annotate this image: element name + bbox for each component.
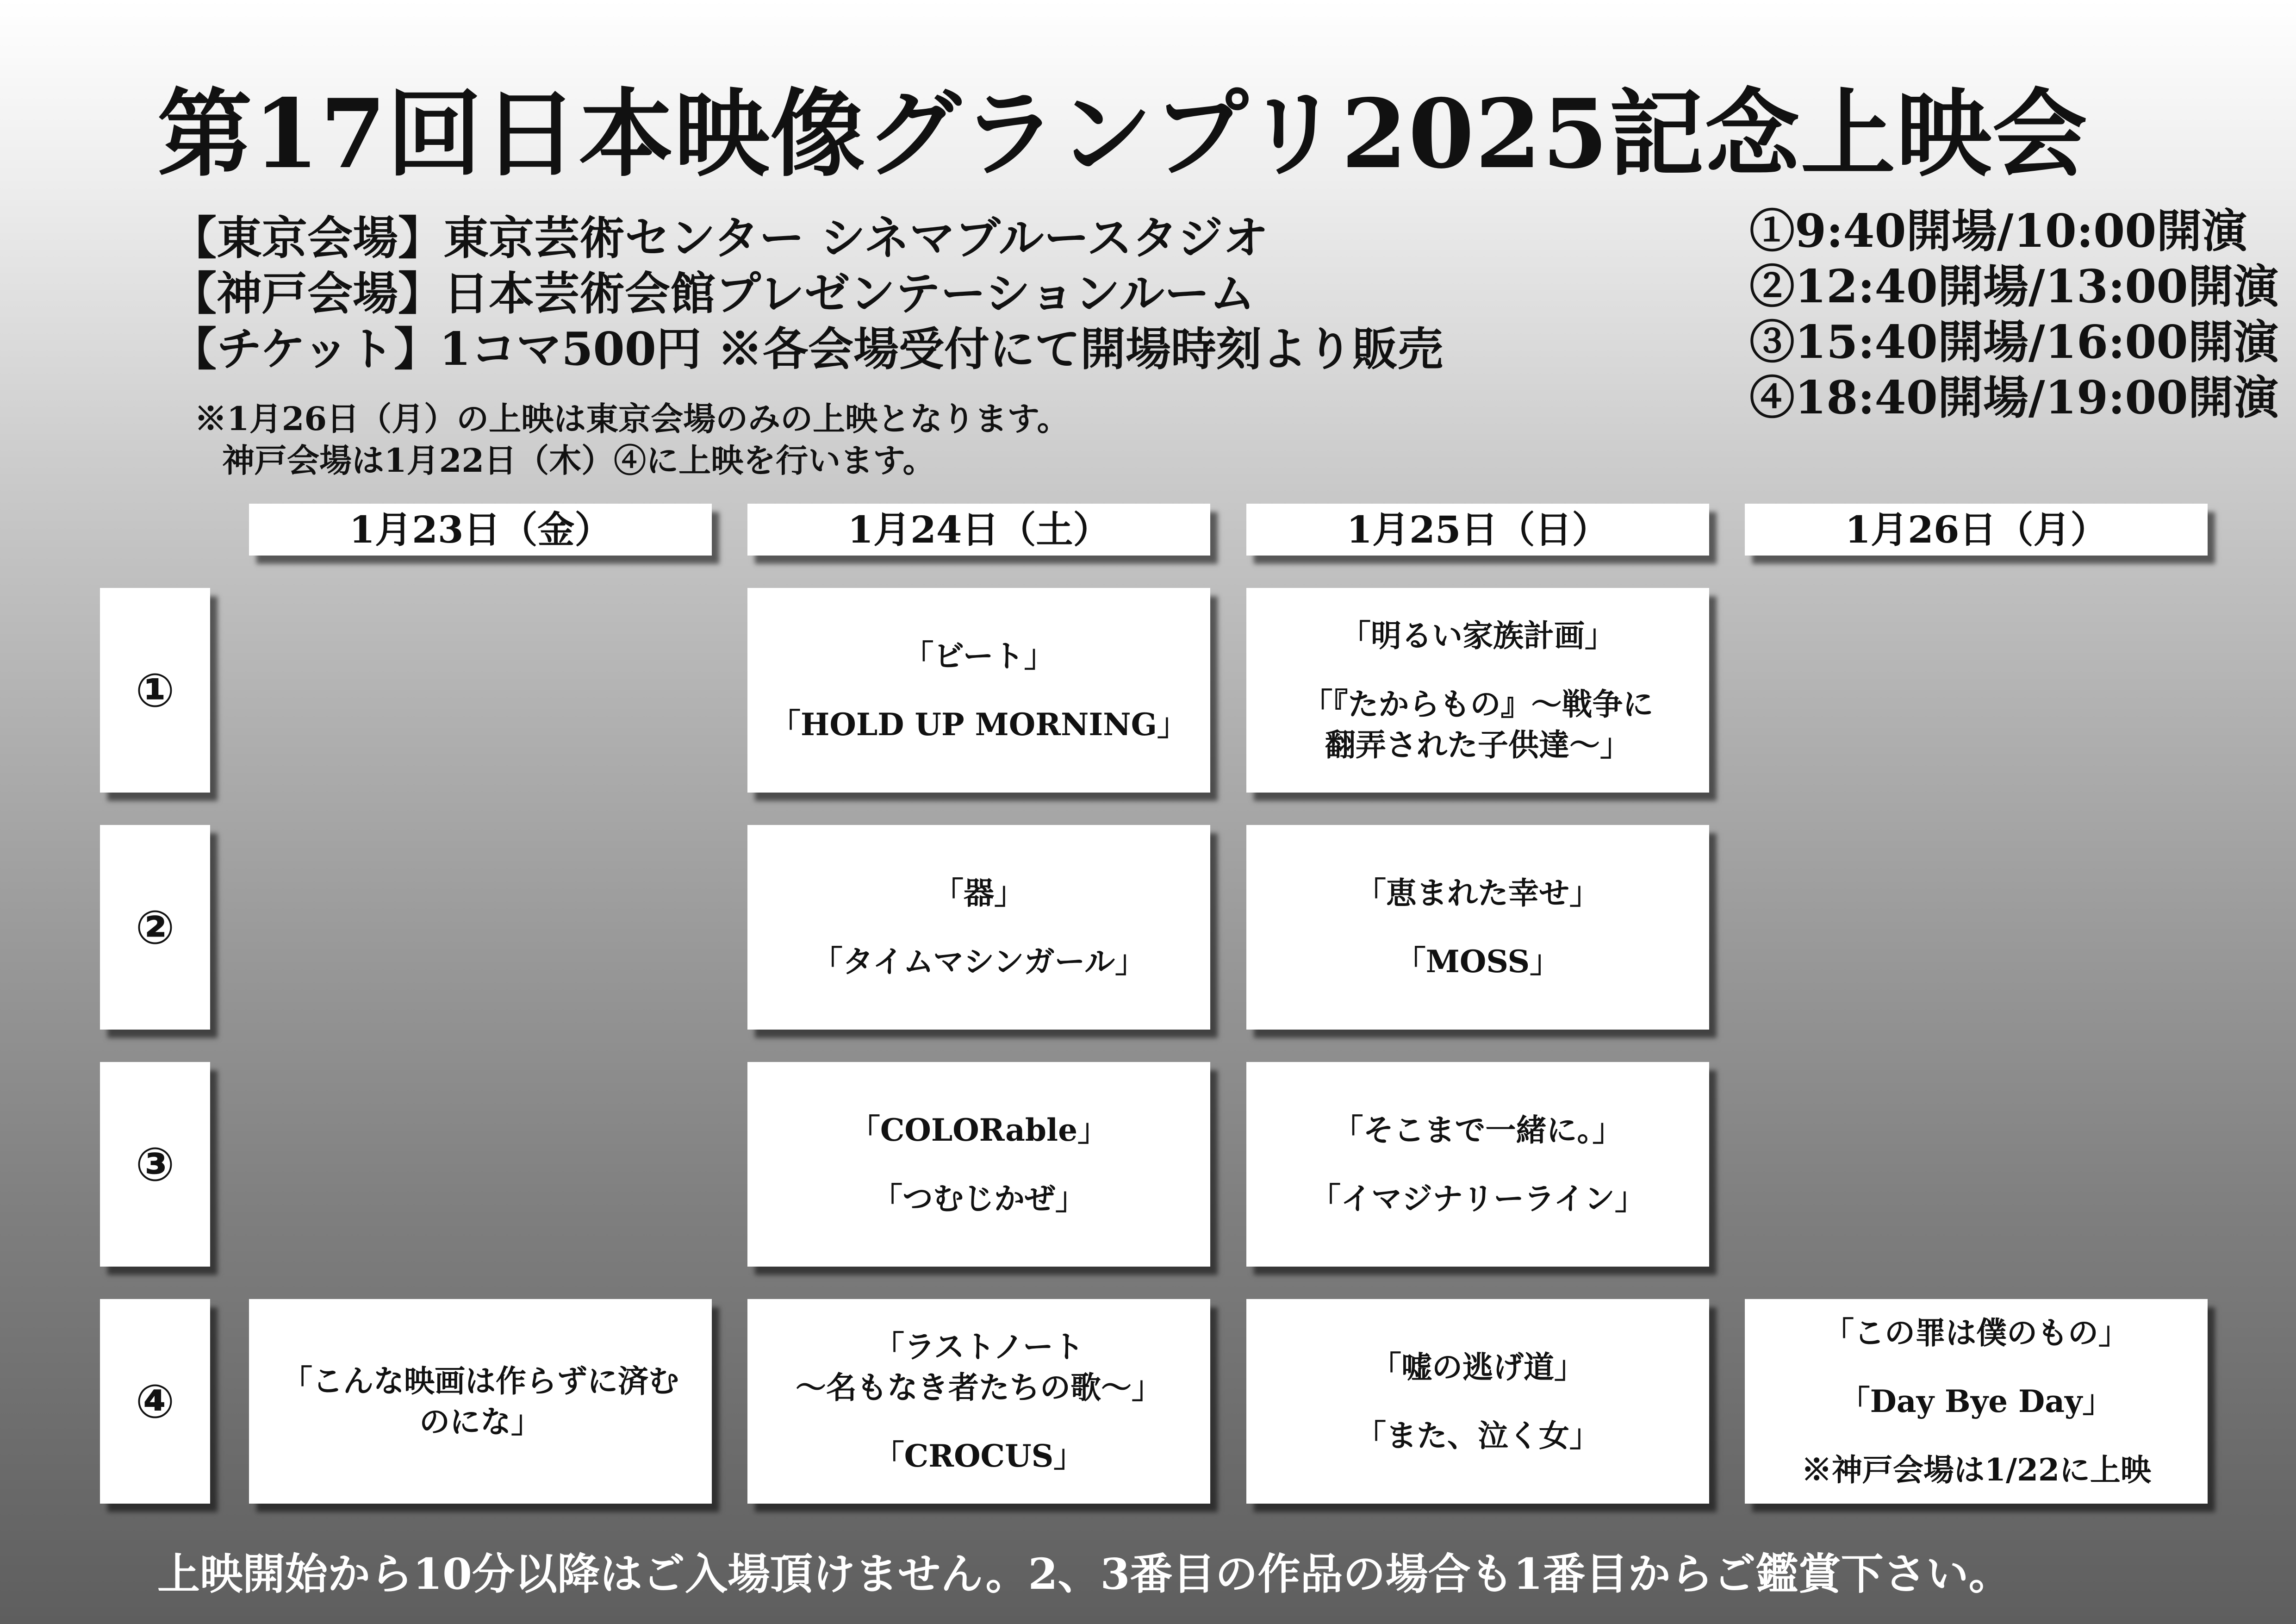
venue-tokyo: 【東京会場】東京芸術センター シネマブルースタジオ [171,212,1269,265]
film-title: 「つむじかぜ」 [872,1181,1086,1217]
date-header-0126: 1月26日（月） [1745,504,2208,556]
film-title: 「イマジナリーライン」 [1310,1181,1646,1217]
venue-kobe: 【神戸会場】日本芸術会館プレゼンテーションルーム [171,267,1255,320]
program-cell-0123-slot4 [249,1299,712,1504]
slot-label-3: ③ [100,1062,210,1267]
film-title: 「嘘の逃げ道」 [1371,1349,1585,1385]
program-cell-0126-slot4 [1745,1299,2208,1504]
kobe-screening-note: ※神戸会場は1/22に上映 [1801,1452,2151,1488]
ticket-info: 【チケット】1コマ500円 ※各会場受付にて開場時刻より販売 [171,323,1444,376]
film-title: 「タイムマシンガール」 [812,943,1146,980]
film-title: 「HOLD UP MORNING」 [770,706,1188,743]
film-title-continued: のにな」 [419,1404,541,1440]
program-cell-0124-slot4 [747,1299,1210,1504]
film-title: 「器」 [933,875,1025,911]
film-title-continued: 翻弄された子供達〜」 [1325,727,1630,763]
film-title: 「そこまで一緒に。」 [1332,1112,1623,1148]
film-title: 「COLORable」 [849,1112,1108,1148]
film-title: 「『たからもの』〜戦争に [1302,686,1654,722]
footer-notice: 上映開始から10分以降はご入場頂けません。2、3番目の作品の場合も1番目からご鑑賞下さい。 [157,1549,2011,1599]
slot-label-4: ④ [100,1299,210,1504]
film-title: 「MOSS」 [1395,943,1561,980]
program-cell-0125-slot3 [1246,1062,1709,1267]
program-cell-0124-slot2 [747,825,1210,1030]
film-title-continued: 〜名もなき者たちの歌〜」 [796,1369,1162,1405]
program-cell-0124-slot1 [747,588,1210,793]
program-cell-0125-slot2 [1246,825,1709,1030]
date-header-0125: 1月25日（日） [1246,504,1709,556]
film-title: 「また、泣く女」 [1356,1418,1600,1454]
program-cell-0125-slot1 [1246,588,1709,793]
date-header-0124: 1月24日（土） [747,504,1210,556]
film-title: 「ビート」 [903,638,1055,674]
schedule-slot-3: ③15:40開場/16:00開演 [1749,316,2279,369]
date-header-0123: 1月23日（金） [249,504,712,556]
film-title: 「この罪は僕のもの」 [1823,1315,2129,1351]
page-title: 第17回日本映像グランプリ2025記念上映会 [157,79,2088,190]
schedule-slot-2: ②12:40開場/13:00開演 [1749,260,2279,313]
film-title: 「明るい家族計画」 [1340,618,1615,654]
slot-label-2: ② [100,825,210,1030]
film-title: 「Day Bye Day」 [1839,1383,2113,1419]
film-title: 「CROCUS」 [873,1438,1084,1474]
note-line-2: 神戸会場は1月22日（木）④に上映を行います。 [222,441,935,480]
schedule-slot-4: ④18:40開場/19:00開演 [1749,371,2279,425]
note-line-1: ※1月26日（月）の上映は東京会場のみの上映となります。 [194,400,1070,438]
schedule-slot-1: ①9:40開場/10:00開演 [1749,205,2247,258]
film-title: 「こんな映画は作らずに済む [282,1363,679,1399]
slot-label-1: ① [100,588,210,793]
film-title: 「ラストノート [873,1329,1084,1365]
program-cell-0125-slot4 [1246,1299,1709,1504]
program-cell-0124-slot3 [747,1062,1210,1267]
film-title: 「恵まれた幸せ」 [1356,875,1600,911]
